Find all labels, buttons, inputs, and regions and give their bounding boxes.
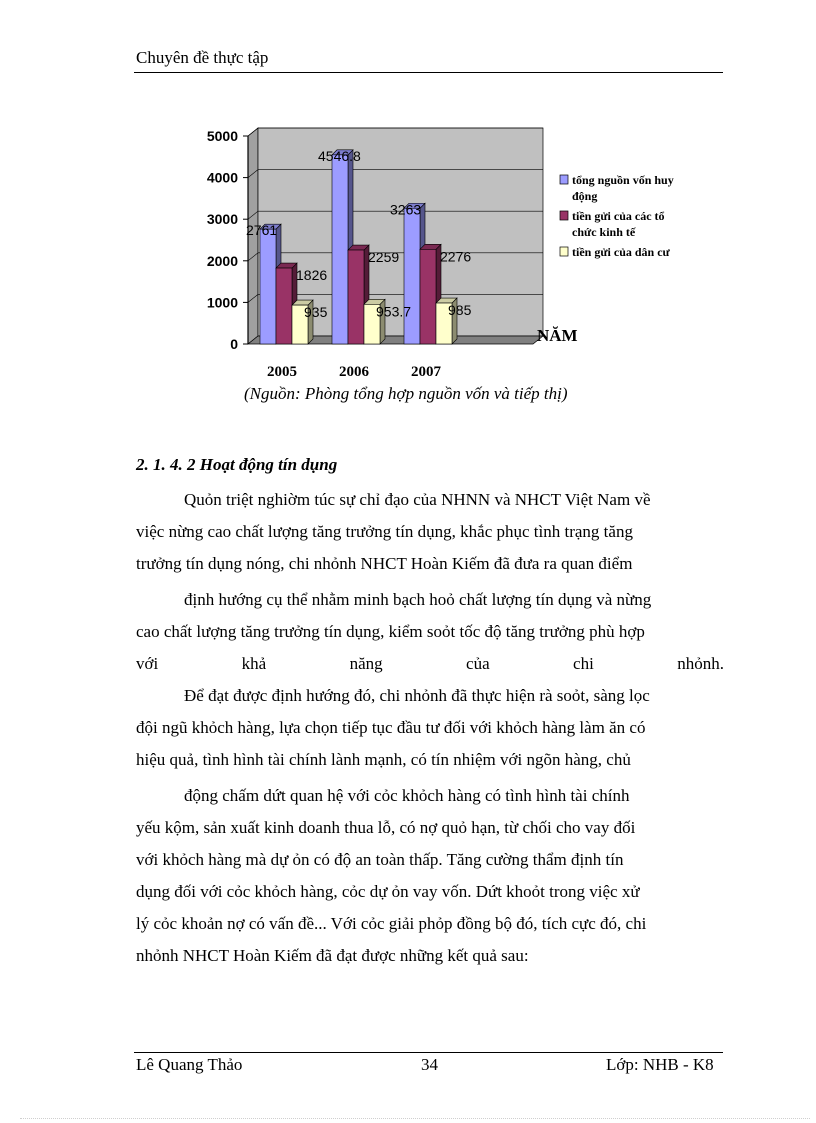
body-line: yếu kộm, sản xuất kinh doanh thua lỗ, có nợ quỏ hạn, từ chối cho vay đối [136,818,636,837]
bar-value-label: 4546.8 [318,147,361,164]
body-line: Để đạt được định hướng đó, chi nhỏnh đã thực hiện rà soỏt, sàng lọc [184,686,650,705]
legend-swatch [560,247,568,256]
footer-author: Lê Quang Thảo [136,1055,243,1074]
bar-value-label: 953.7 [376,303,412,320]
chart-y-tick-label: 2000 [206,252,238,269]
legend-swatch [560,175,568,184]
legend-swatch [560,211,568,220]
chart-y-tick-label: 3000 [206,211,238,228]
body-line: hiệu quả, tình hình tài chính lành mạnh, có tín nhiệm với ngõn hàng, chủ [136,750,631,769]
chart-x-tick-label: 2005 [267,364,297,380]
chart-y-tick-label: 5000 [206,128,238,144]
body-word: chi [573,654,594,673]
deposit-bar-chart [190,118,674,383]
bar-value-label: 2276 [440,248,472,265]
body-word: với [136,654,159,673]
legend-label: tiền gửi của dân cư [572,245,670,259]
chart-x-tick-label: 2006 [339,364,369,380]
body-line: việc nừng cao chất lượng tăng trưởng tín dụng, khắc phục tình trạng tăng [136,522,633,541]
chart-y-tick-label: 1000 [206,294,238,311]
page-edge-divider [20,1118,810,1119]
body-line: trưởng tín dụng nóng, chi nhỏnh NHCT Hoàn Kiếm đã đưa ra quan điểm [136,554,633,573]
legend-label: chức kinh tế [572,225,636,239]
chart-x-tick-label: 2007 [411,364,441,380]
page-number: 34 [421,1055,438,1074]
body-line-justified [136,654,724,674]
body-line: đội ngũ khỏch hàng, lựa chọn tiếp tục đầu tư đối với khỏch hàng làm ăn có [136,718,646,737]
chart-y-tick-label: 4000 [206,169,238,186]
header-rule [134,72,723,73]
bar-value-label: 3263 [390,201,422,218]
bar [276,268,292,344]
section-heading: 2. 1. 4. 2 Hoạt động tín dụng [136,455,338,474]
legend-label: động [572,189,598,203]
bar-value-label: 985 [448,302,472,319]
legend-label: tiền gửi của các tổ [572,209,665,223]
body-word: nhỏnh. [677,654,724,673]
bar-value-label: 935 [304,304,328,321]
bar [260,229,276,344]
body-word: của [466,654,490,673]
bar [420,249,436,344]
legend-label: tổng nguồn vốn huy [572,173,674,187]
body-line: lý cỏc khoản nợ có vấn đề... Với cỏc giải phỏp đồng bộ đó, tích cực đó, chi [136,914,647,933]
body-line: dụng đối với cỏc khỏch hàng, cỏc dự ỏn vay vốn. Dứt khoỏt trong việc xử [136,882,640,901]
bar-value-label: 1826 [296,267,328,284]
chart-x-axis-label: NĂM [537,326,578,345]
body-line: nhỏnh NHCT Hoàn Kiếm đã đạt được những kết quả sau: [136,946,529,965]
chart-source-caption: (Nguồn: Phòng tổng hợp nguồn vốn và tiếp thị) [244,384,568,403]
footer-rule [134,1052,723,1053]
bar [404,208,420,344]
header-title: Chuyên đề thực tập [136,48,269,67]
body-word: khả [241,654,267,673]
body-line: động chấm dứt quan hệ với cỏc khỏch hàng có tình hình tài chính [184,786,630,805]
chart-legend [560,173,674,259]
bar [348,250,364,344]
bar [332,155,348,344]
body-line: cao chất lượng tăng trưởng tín dụng, kiểm soỏt tốc độ tăng trưởng phù hợp [136,622,645,641]
footer-class: Lớp: NHB - K8 [606,1055,714,1074]
bar-value-label: 2259 [368,249,400,266]
body-word: năng [349,654,383,673]
body-line: định hướng cụ thể nhằm minh bạch hoỏ chất lượng tín dụng và nừng [184,590,652,609]
chart-y-tick-label: 0 [230,336,238,352]
body-line: với khỏch hàng mà dự ỏn có độ an toàn thấp. Tăng cường thẩm định tín [136,850,624,869]
bar-value-label: 2761 [246,222,278,239]
chart-x-axis [267,364,442,380]
body-line: Quỏn triệt nghiờm túc sự chỉ đạo của NHNN và NHCT Việt Nam về [184,490,651,509]
